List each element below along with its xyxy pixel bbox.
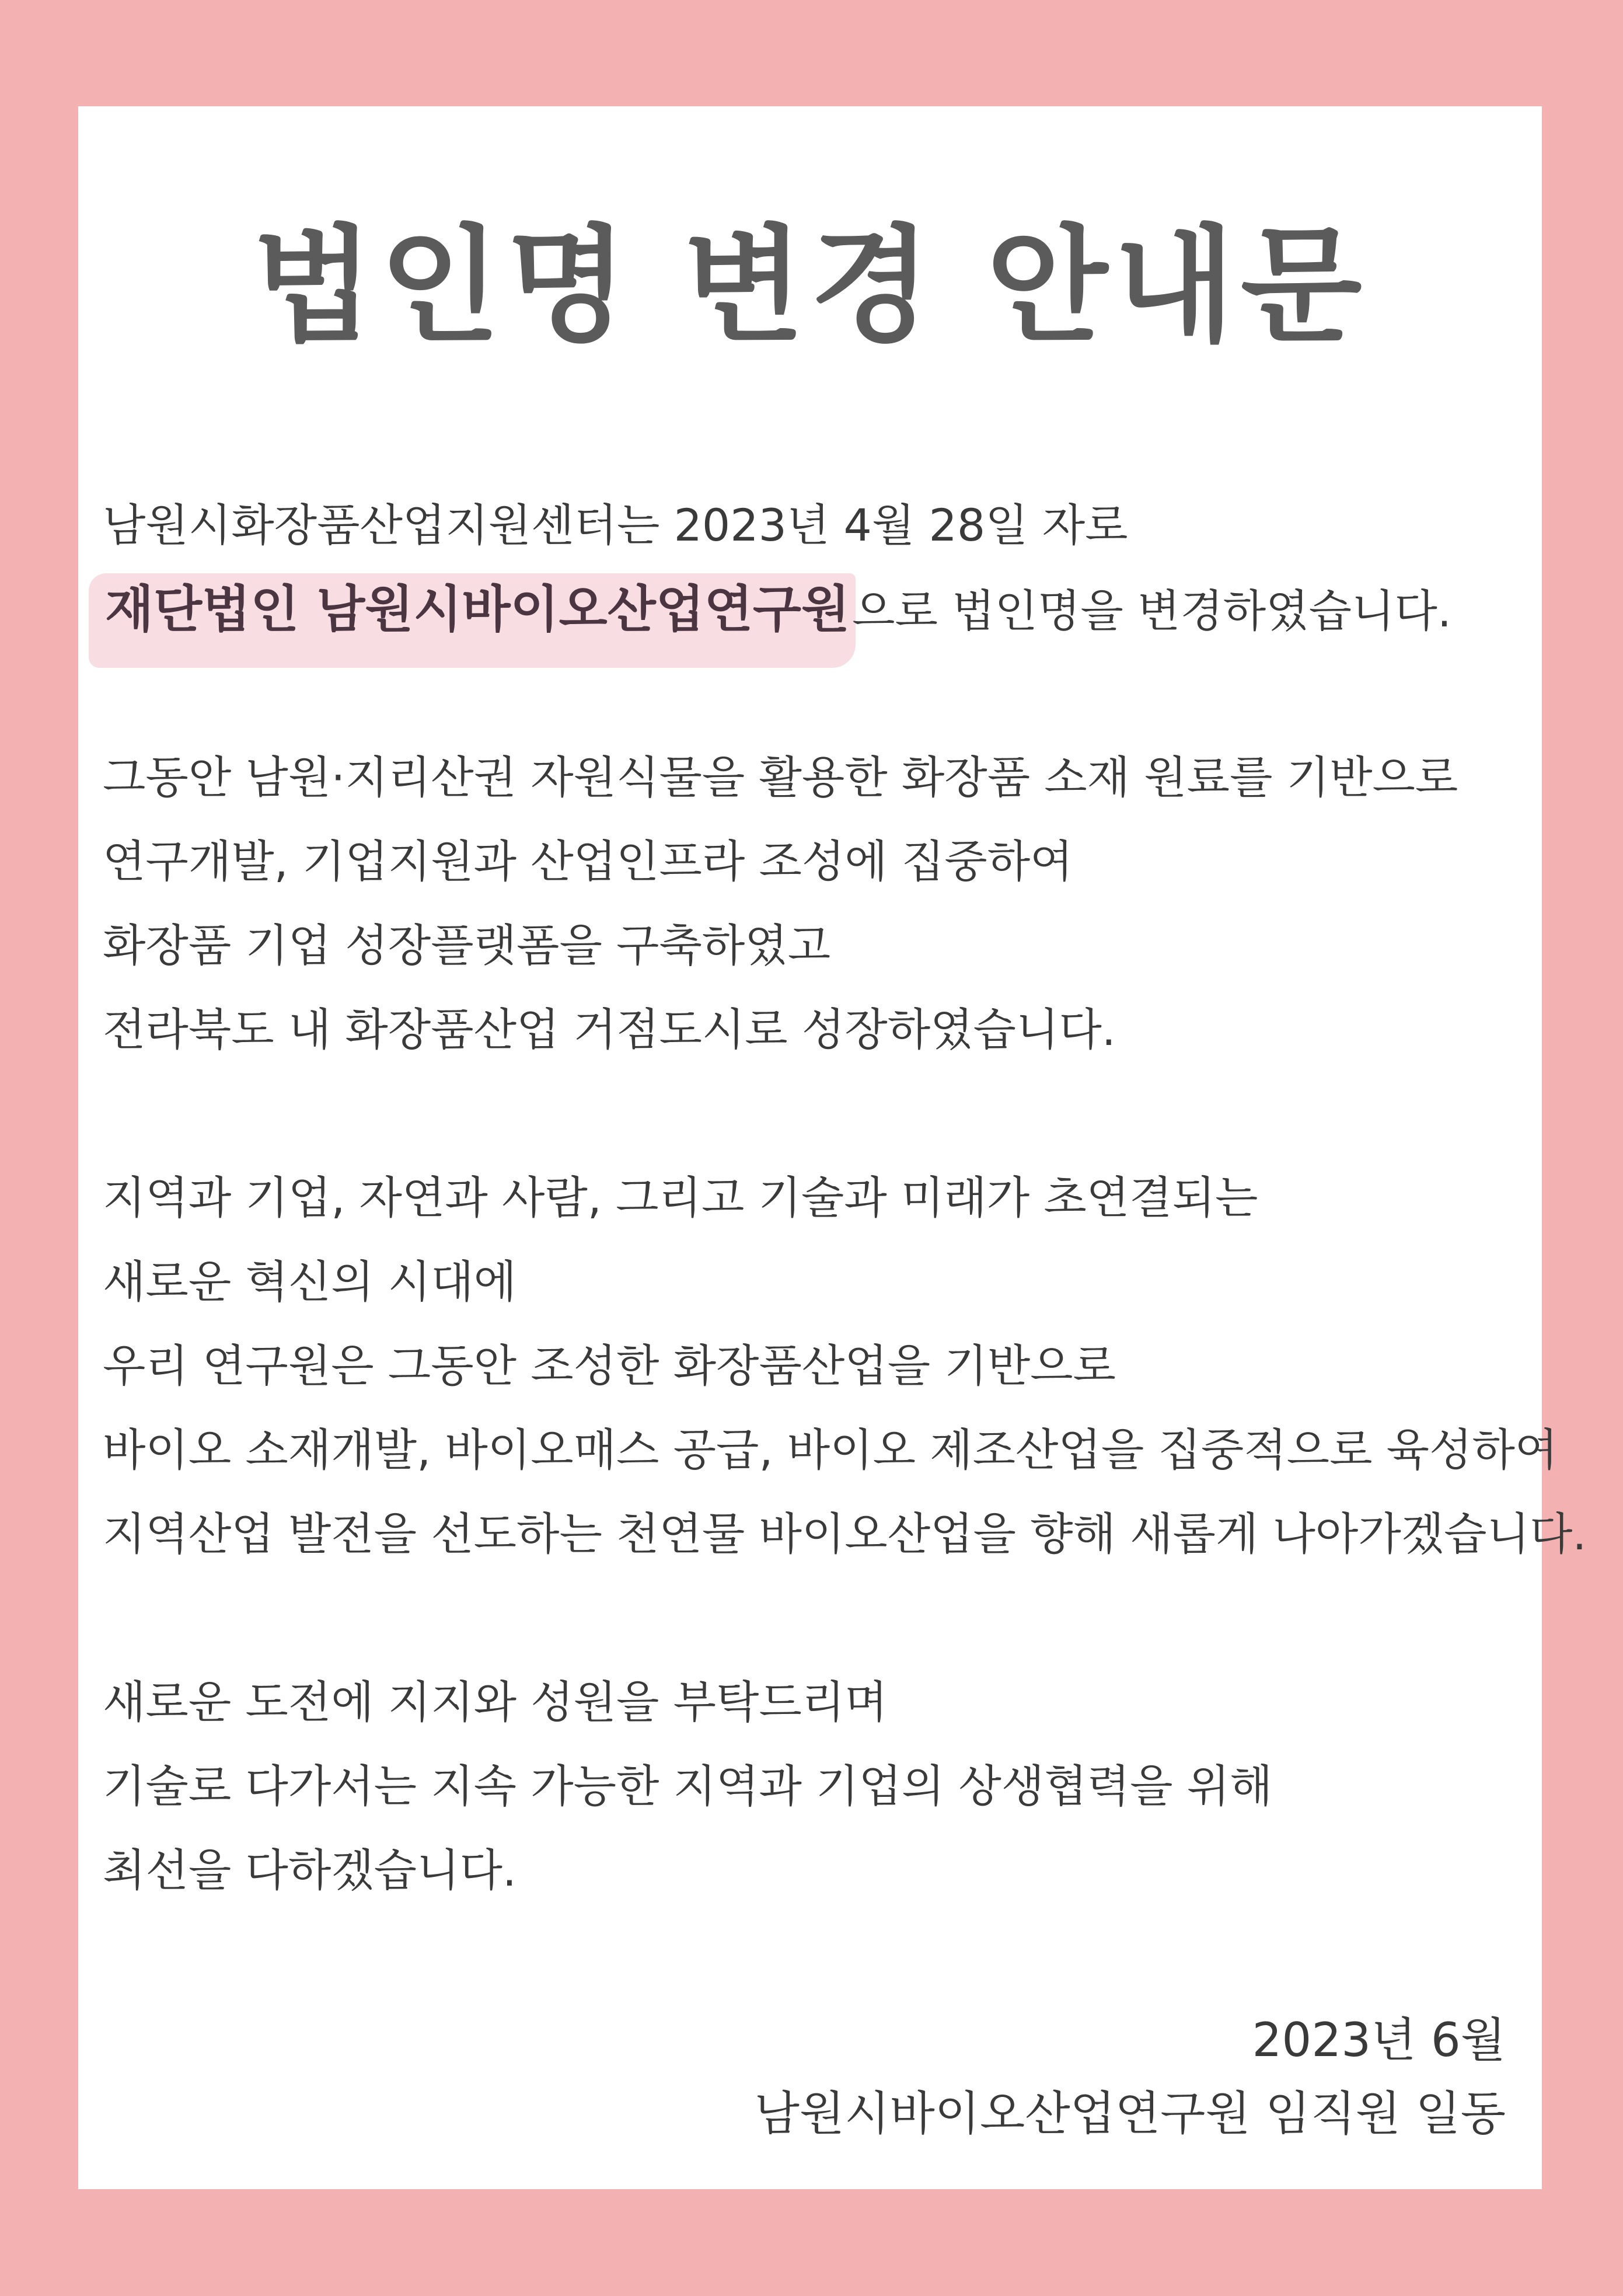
- notice-title: 법인명 변경 안내문: [252, 212, 1368, 359]
- paragraph1-line2-suffix: 으로 법인명을 변경하였습니다.: [852, 585, 1451, 637]
- paragraph2-line: 전라북도 내 화장품산업 거점도시로 성장하였습니다.: [103, 1004, 1116, 1055]
- paragraph4-line: 최선을 다하겠습니다.: [103, 1844, 517, 1896]
- paragraph3-line: 우리 연구원은 그동안 조성한 화장품산업을 기반으로: [103, 1340, 1116, 1392]
- paragraph4-line: 기술로 다가서는 지속 가능한 지역과 기업의 상생협력을 위해: [103, 1760, 1273, 1812]
- notice-date: 2023년 6월: [1252, 2013, 1506, 2067]
- paragraph3-line: 새로운 혁신의 시대에: [103, 1256, 517, 1308]
- notice-body: [103, 483, 1587, 1912]
- notice-sheet: [78, 106, 1587, 2189]
- paragraph2-line: 화장품 기업 성장플랫폼을 구축하였고: [103, 919, 831, 971]
- paragraph2-line: 연구개발, 기업지원과 산업인프라 조성에 집중하여: [103, 835, 1073, 887]
- paragraph3-line: 지역산업 발전을 선도하는 천연물 바이오산업을 향해 새롭게 나아가겠습니다.: [103, 1508, 1587, 1560]
- new-corporate-name: 재단법인 남원시바이오산업연구원: [103, 567, 852, 651]
- paragraph2-line: 그동안 남원·지리산권 자원식물을 활용한 화장품 소재 원료를 기반으로: [103, 751, 1458, 803]
- signature-text: 남원시바이오산업연구원 임직원 일동: [754, 2086, 1506, 2141]
- paragraph3-line: 지역과 기업, 자연과 사람, 그리고 기술과 미래가 초연결되는: [103, 1172, 1258, 1224]
- paragraph3-line: 바이오 소재개발, 바이오매스 공급, 바이오 제조산업을 집중적으로 육성하여: [103, 1424, 1558, 1476]
- paragraph1-line2: [103, 567, 1527, 651]
- paragraph4-line: 새로운 도전에 지지와 성원을 부탁드리며: [103, 1676, 888, 1728]
- signature-block: [755, 2004, 1506, 2151]
- paragraph1-line1: 남원시화장품산업지원센터는 2023년 4월 28일 자로: [103, 499, 1128, 551]
